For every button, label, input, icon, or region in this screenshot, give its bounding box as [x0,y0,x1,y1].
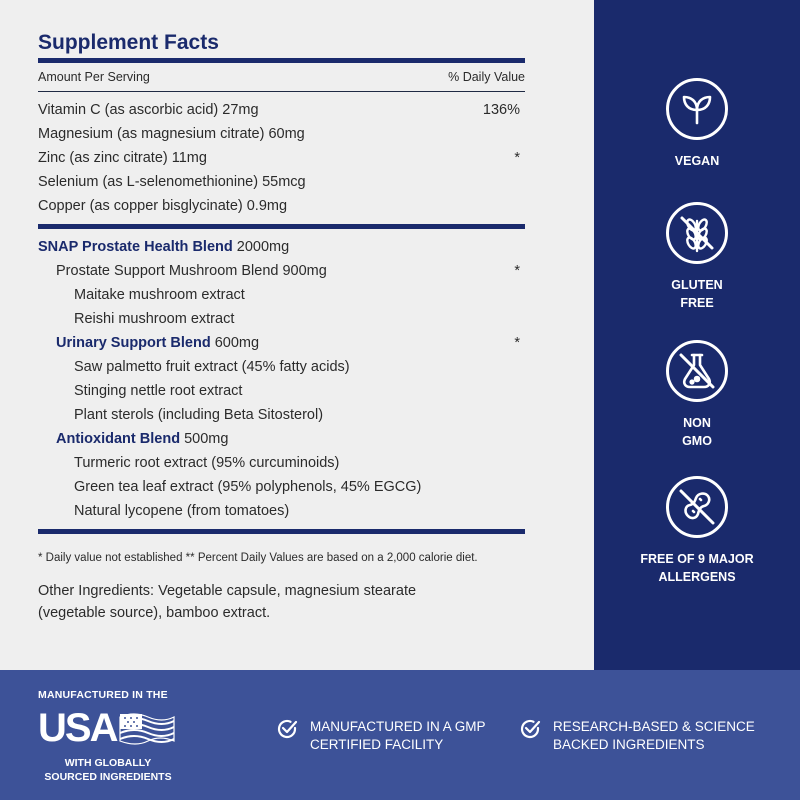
blend-ingredient [38,499,289,523]
gluten-free-badge [594,202,800,312]
blend-name-text: Green tea leaf extract (95% polyphenols, 45% EGCG) [74,479,422,495]
blend-daily-value [520,403,525,427]
gmp-claim [276,718,486,754]
blend-daily-value [520,307,525,331]
nutrient-name: Vitamin C (as ascorbic acid) 27mg [38,102,259,118]
blend-row [38,499,525,523]
amount-per-serving-header: Amount Per Serving [38,70,150,84]
blend-daily-value [520,451,525,475]
nutrient-row [38,146,525,170]
nutrient-daily-value [520,170,525,194]
blend-name-text: Saw palmetto fruit extract (45% fatty acids) [74,359,350,375]
nutrient-daily-value: 136% [482,102,520,118]
blend-name-text: Prostate Support Mushroom Blend 900mg [56,263,327,279]
blend-daily-value [520,355,525,379]
column-header-row [38,63,525,91]
blend-row [38,331,525,355]
blend-name-text: Reishi mushroom extract [74,311,235,327]
blend-name-bold: SNAP Prostate Health Blend [38,239,233,255]
gluten-free-label: GLUTEN FREE [671,278,723,310]
made-in-top-text: MANUFACTURED IN THE [38,689,168,701]
made-in-bottom-text: WITH GLOBALLY SOURCED INGREDIENTS [44,757,172,783]
research-claim-text: RESEARCH-BASED & SCIENCE BACKED INGREDIENTS [553,719,755,752]
blend-ingredient [38,283,245,307]
blend-ingredient [38,259,327,283]
blend-ingredient [38,307,234,331]
blend-daily-value [520,427,525,451]
blend-daily-value [520,499,525,523]
footer-banner [0,670,800,800]
badge-sidebar [594,0,800,670]
vegan-badge [594,78,800,170]
usa-text: USA [38,706,117,750]
blend-name-text: Plant sterols (including Beta Sitosterol) [74,407,324,423]
blend-name-text: Turmeric root extract (95% curcuminoids) [74,455,340,471]
blend-ingredient [38,379,242,403]
blend-ingredient [38,427,228,451]
check-circle-icon [276,718,298,740]
panel-title: Supplement Facts [38,31,219,54]
american-flag-icon [118,711,176,745]
check-circle-icon [519,718,541,740]
non-gmo-badge [594,340,800,450]
blend-row [38,427,525,451]
footnote: * Daily value not established ** Percent Daily Values are based on a 2,000 calorie diet. [38,552,478,564]
blend-name-text: Natural lycopene (from tomatoes) [74,503,290,519]
other-ingredients: Other Ingredients: Vegetable capsule, magnesium stearate (vegetable source), bamboo extract. [38,583,417,621]
blend-ingredient [38,355,350,379]
blend-row [38,235,525,259]
bottom-rule [38,529,525,534]
blend-name-text: 600mg [210,335,260,351]
nutrient-daily-value: * [514,150,520,166]
blend-ingredient [38,331,259,355]
blend-ingredient [38,475,421,499]
blend-row [38,307,525,331]
research-claim [519,718,755,754]
blend-row [38,355,525,379]
nutrient-name: Selenium (as L-selenomethionine) 55mcg [38,174,306,190]
flask-icon [666,340,728,402]
blend-row [38,379,525,403]
blend-name-text: 2000mg [232,239,290,255]
blend-name-bold: Antioxidant Blend [56,431,181,447]
blend-daily-value [520,379,525,403]
made-in-usa-block [38,688,188,784]
gmp-claim-text: MANUFACTURED IN A GMP CERTIFIED FACILITY [310,719,486,752]
blend-daily-value [520,475,525,499]
non-gmo-label: NON GMO [682,416,712,448]
nutrient-row [38,194,525,218]
nutrient-daily-value [520,194,525,218]
blend-daily-value: * [514,335,520,351]
vegan-label: VEGAN [674,154,720,168]
vitamin-list [38,98,525,218]
nutrient-row [38,122,525,146]
blend-row [38,259,525,283]
blend-daily-value [520,235,525,259]
blend-ingredient [38,403,323,427]
blend-name-text: Maitake mushroom extract [74,287,245,303]
blend-ingredient [38,235,289,259]
blend-name-bold: Urinary Support Blend [56,335,211,351]
plant-sprout-icon [666,78,728,140]
blend-list [38,235,525,523]
blend-ingredient [38,451,339,475]
blend-row [38,283,525,307]
allergen-free-label: FREE OF 9 MAJOR ALLERGENS [640,552,754,584]
nutrient-daily-value [520,122,525,146]
allergen-free-badge [594,476,800,586]
nutrient-row [38,98,525,122]
blend-row [38,475,525,499]
no-wheat-icon [666,202,728,264]
blend-daily-value [520,283,525,307]
nutrient-name: Copper (as copper bisglycinate) 0.9mg [38,198,288,214]
usa-row [38,708,188,748]
blend-name-text: 500mg [180,431,229,447]
blend-daily-value: * [514,263,520,279]
blend-name-text: Stinging nettle root extract [74,383,243,399]
nutrient-row [38,170,525,194]
blend-row [38,451,525,475]
blend-row [38,403,525,427]
daily-value-header: % Daily Value [448,70,525,84]
no-peanut-icon [666,476,728,538]
nutrient-name: Zinc (as zinc citrate) 11mg [38,150,207,166]
nutrient-name: Magnesium (as magnesium citrate) 60mg [38,126,305,142]
